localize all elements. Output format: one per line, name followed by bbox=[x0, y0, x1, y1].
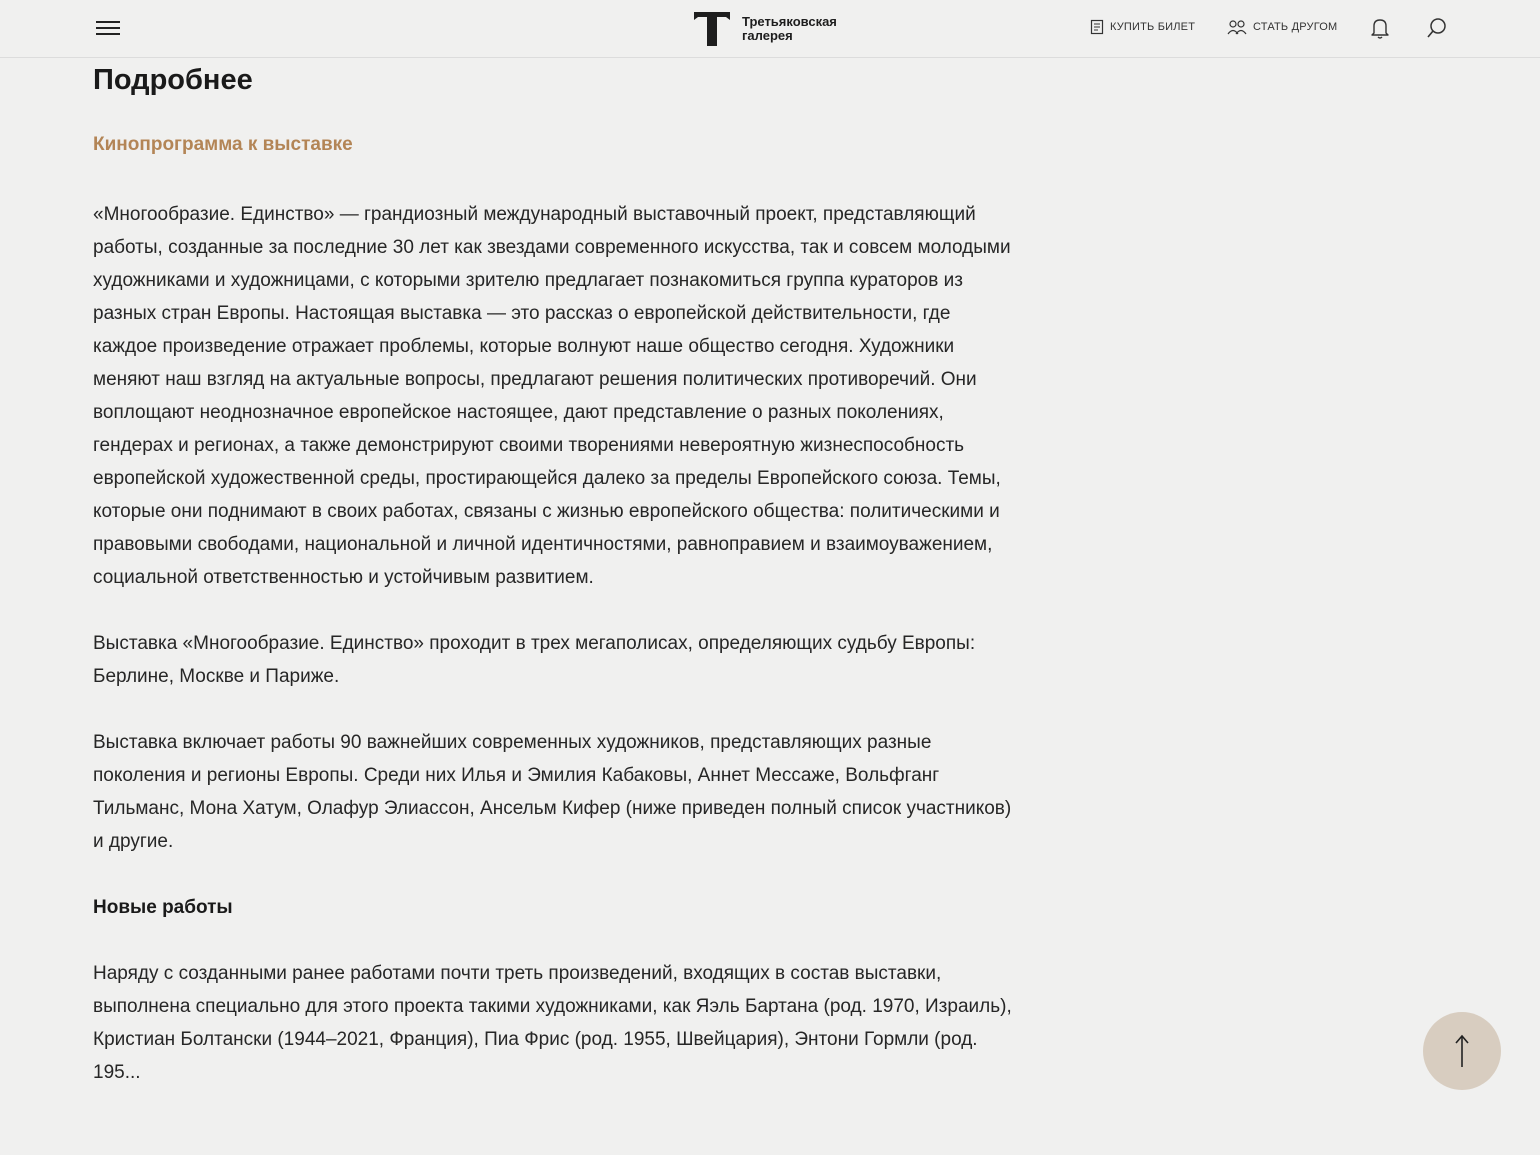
hamburger-icon[interactable] bbox=[96, 18, 120, 38]
section-subheading: Новые работы bbox=[93, 897, 233, 918]
top-header bbox=[0, 0, 1540, 58]
page-title: Подробнее bbox=[93, 64, 253, 96]
logo-t-icon bbox=[692, 10, 732, 48]
logo-text bbox=[742, 15, 837, 43]
buy-ticket-label: КУПИТЬ БИЛЕТ bbox=[1110, 21, 1196, 33]
ticket-icon bbox=[1090, 19, 1104, 35]
film-program-link[interactable]: Кинопрограмма к выставке bbox=[93, 134, 353, 155]
become-friend-link[interactable] bbox=[1227, 19, 1337, 35]
users-icon bbox=[1227, 19, 1247, 35]
description-paragraph: Наряду с созданными ранее работами почти треть произведений, входящих в состав выставки, выполнена специально для этого проекта такими художниками, как Яэль Бартана (род. 1970, Израиль), Кристиан Болтански (1944–2021, Франция), Пиа Фрис (род. 1955, Швейцария), Энтони Гормли (род. 195... bbox=[93, 963, 1012, 1083]
description-paragraph: «Многообразие. Единство» — грандиозный международный выставочный проект, представляющий работы, созданные за последние 30 лет как звездами современного искусства, так и совсем молодыми художниками и художницами, с которыми зрителю предлагает познакомиться группа кураторов из разных стран Европы. Настоящая выставка — это рассказ о европейской действительности, где каждое произведение отражает проблемы, которые волнуют наше общество сегодня. Художники меняют наш взгляд на актуальные вопросы, предлагают решения политических противоречий. Они воплощают неоднозначное европейское настоящее, дают представление о разных поколениях, гендерах и регионах, а также демонстрируют своими творениями невероятную жизнеспособность европейской художественной среды, простирающейся далеко за пределы Европейского союза. Темы, которые они поднимают в своих работах, связаны с жизнью европейского общества: политическими и правовыми свободами, национальной и личной идентичностями, равноправием и взаимоуважением, социальной ответственностью и устойчивым развитием. bbox=[93, 204, 1011, 588]
bell-icon[interactable] bbox=[1368, 16, 1392, 40]
buy-ticket-link[interactable] bbox=[1090, 19, 1195, 35]
search-icon[interactable] bbox=[1425, 16, 1449, 40]
description-paragraph: Выставка включает работы 90 важнейших современных художников, представляющих разные поколения и регионы Европы. Среди них Илья и Эмилия Кабаковы, Аннет Мессаже, Вольфганг Тильманс, Мона Хатум, Олафур Элиассон, Ансельм Кифер (ниже приведен полный список участников) и другие. bbox=[93, 732, 1012, 852]
description-paragraph: Выставка «Многообразие. Единство» проходит в трех мегаполисах, определяющих судьбу Европы: Берлине, Москве и Париже. bbox=[93, 633, 976, 687]
logo-line-2: галерея bbox=[742, 28, 793, 43]
scroll-to-top-button[interactable] bbox=[1423, 1012, 1501, 1090]
arrow-up-icon bbox=[1452, 1033, 1472, 1069]
main-content bbox=[93, 58, 1013, 1089]
gallery-logo[interactable] bbox=[692, 10, 837, 48]
become-friend-label: СТАТЬ ДРУГОМ bbox=[1253, 21, 1338, 33]
logo-line-1: Третьяковская bbox=[742, 14, 837, 29]
